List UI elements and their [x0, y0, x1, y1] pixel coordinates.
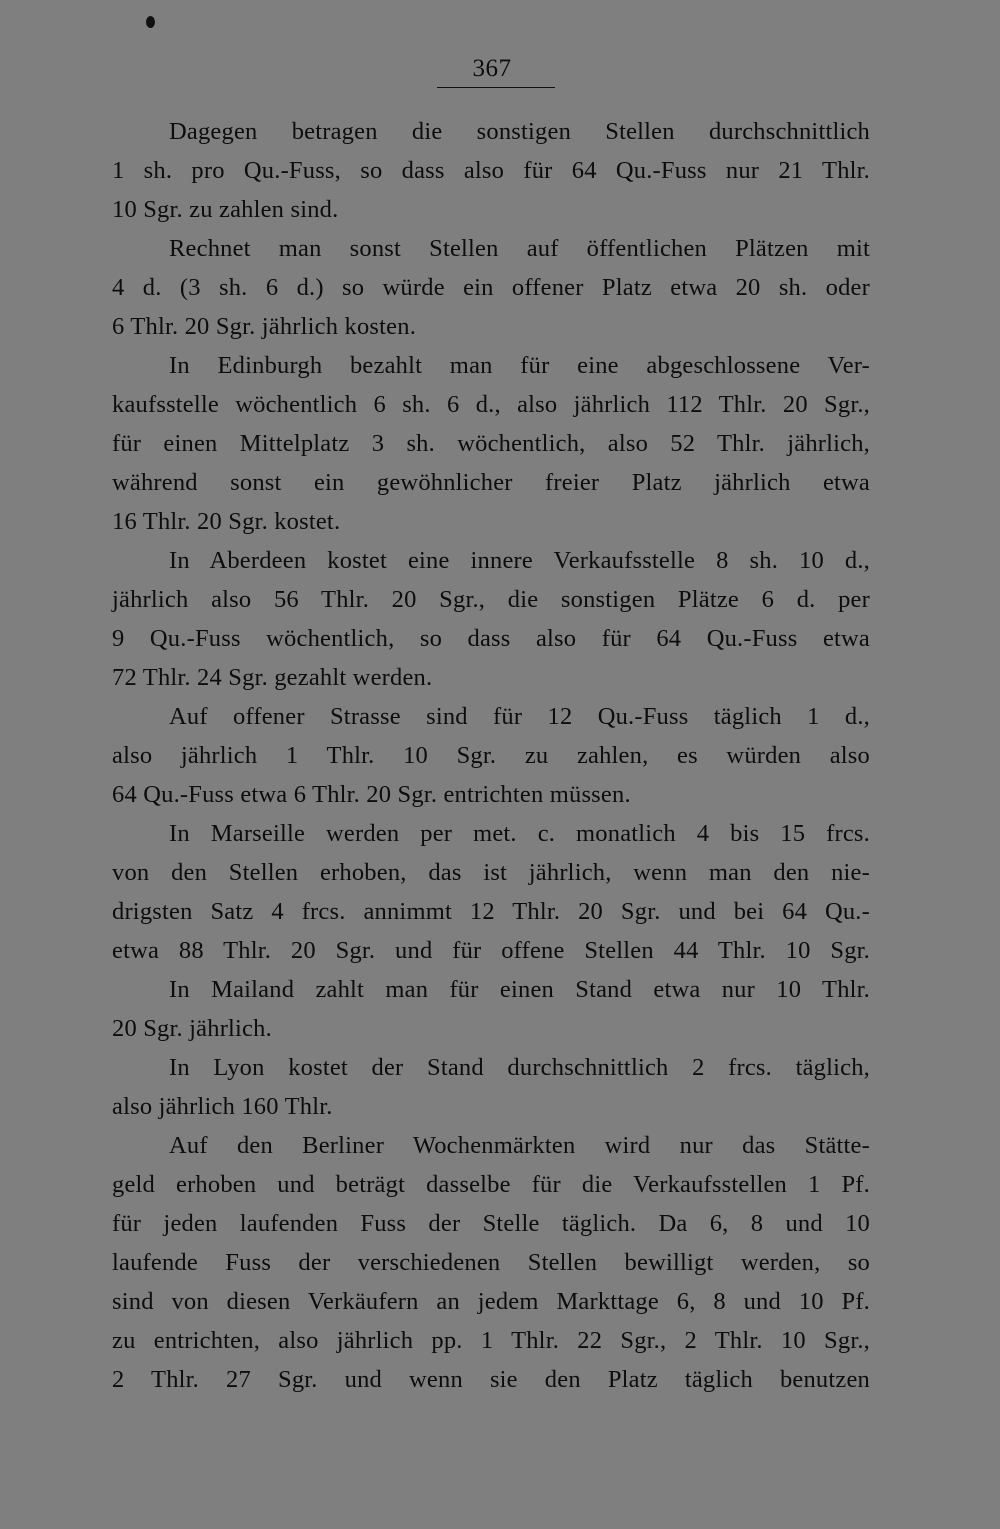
text-line: Auf offener Strasse sind für 12 Qu.-Fuss täglich 1 d., [169, 703, 870, 730]
text-line: zu entrichten, also jährlich pp. 1 Thlr. 22 Sgr., 2 Thlr. 10 Sgr., [112, 1327, 870, 1354]
text-line: 4 d. (3 sh. 6 d.) so würde ein offener Platz etwa 20 sh. oder [112, 274, 870, 301]
text-line: während sonst ein gewöhnlicher freier Platz jährlich etwa [112, 469, 870, 496]
text-line: In Lyon kostet der Stand durchschnittlich 2 frcs. täglich, [169, 1054, 870, 1081]
text-line: In Mailand zahlt man für einen Stand etwa nur 10 Thlr. [169, 976, 870, 1003]
text-line: In Edinburgh bezahlt man für eine abgeschlossene Ver- [169, 352, 870, 379]
text-line: von den Stellen erhoben, das ist jährlich, wenn man den nie- [112, 859, 870, 886]
text-line: kaufsstelle wöchentlich 6 sh. 6 d., also jährlich 112 Thlr. 20 Sgr., [112, 391, 870, 418]
text-line: 2 Thlr. 27 Sgr. und wenn sie den Platz täglich benutzen [112, 1366, 870, 1393]
page-number: 367 [472, 55, 512, 82]
text-line: In Marseille werden per met. c. monatlich 4 bis 15 frcs. [169, 820, 870, 847]
text-line: etwa 88 Thlr. 20 Sgr. und für offene Stellen 44 Thlr. 10 Sgr. [112, 937, 870, 964]
text-line: Rechnet man sonst Stellen auf öffentlichen Plätzen mit [169, 235, 870, 262]
text-line: für jeden laufenden Fuss der Stelle täglich. Da 6, 8 und 10 [112, 1210, 870, 1237]
text-line: 10 Sgr. zu zahlen sind. [112, 196, 339, 223]
text-line: sind von diesen Verkäufern an jedem Markttage 6, 8 und 10 Pf. [112, 1288, 870, 1315]
text-line: 64 Qu.-Fuss etwa 6 Thlr. 20 Sgr. entrichten müssen. [112, 781, 631, 808]
ink-mark [146, 16, 155, 28]
text-line: 72 Thlr. 24 Sgr. gezahlt werden. [112, 664, 433, 691]
text-line: Auf den Berliner Wochenmärkten wird nur das Stätte- [169, 1132, 870, 1159]
text-line: 16 Thlr. 20 Sgr. kostet. [112, 508, 341, 535]
text-line: also jährlich 1 Thlr. 10 Sgr. zu zahlen, es würden also [112, 742, 870, 769]
text-line: 20 Sgr. jährlich. [112, 1015, 272, 1042]
text-line: 1 sh. pro Qu.-Fuss, so dass also für 64 Qu.-Fuss nur 21 Thlr. [112, 157, 870, 184]
text-line: jährlich also 56 Thlr. 20 Sgr., die sonstigen Plätze 6 d. per [112, 586, 870, 613]
page-number-rule [437, 87, 555, 88]
text-line: für einen Mittelplatz 3 sh. wöchentlich, also 52 Thlr. jährlich, [112, 430, 870, 457]
text-line: Dagegen betragen die sonstigen Stellen durchschnittlich [169, 118, 870, 145]
text-line: also jährlich 160 Thlr. [112, 1093, 333, 1120]
text-line: In Aberdeen kostet eine innere Verkaufsstelle 8 sh. 10 d., [169, 547, 870, 574]
text-line: geld erhoben und beträgt dasselbe für die Verkaufsstellen 1 Pf. [112, 1171, 870, 1198]
text-line: 9 Qu.-Fuss wöchentlich, so dass also für 64 Qu.-Fuss etwa [112, 625, 870, 652]
text-line: 6 Thlr. 20 Sgr. jährlich kosten. [112, 313, 417, 340]
text-line: drigsten Satz 4 frcs. annimmt 12 Thlr. 20 Sgr. und bei 64 Qu.- [112, 898, 870, 925]
text-line: laufende Fuss der verschiedenen Stellen bewilligt werden, so [112, 1249, 870, 1276]
body-text [112, 112, 870, 1399]
